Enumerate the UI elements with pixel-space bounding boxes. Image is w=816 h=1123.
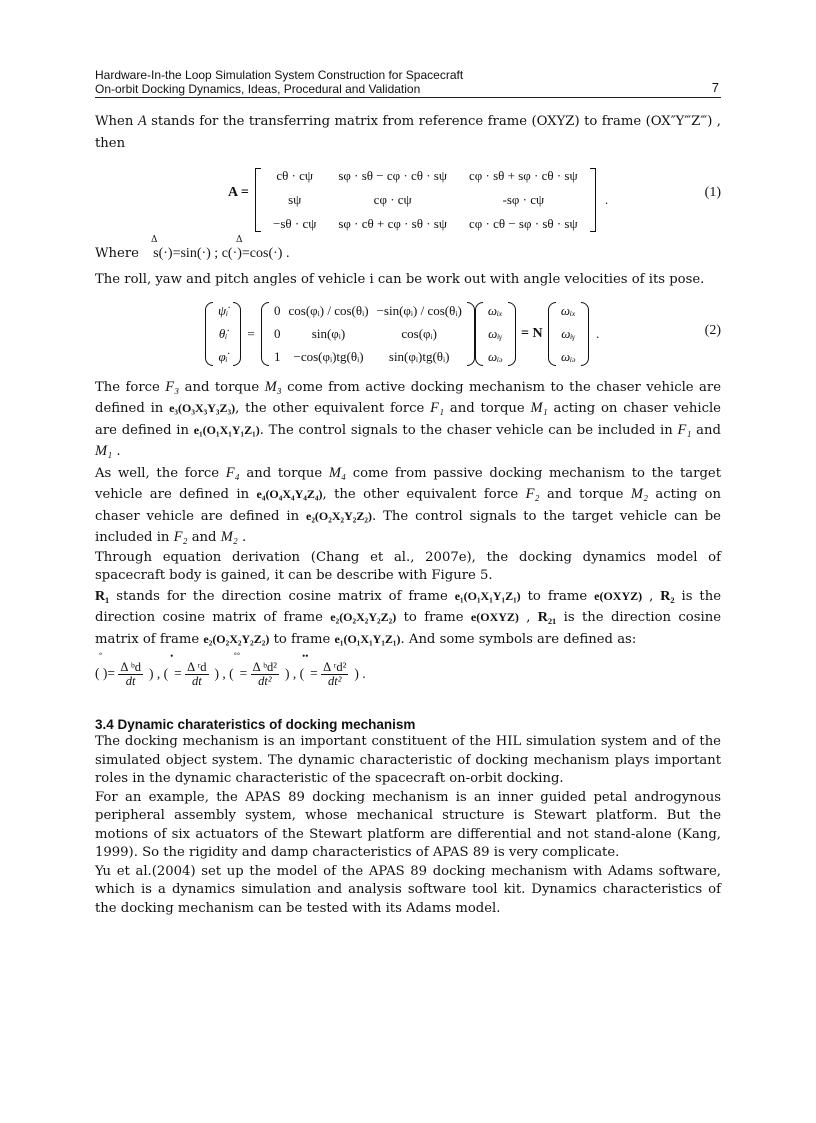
text: stands for the transferring matrix from reference frame (OXYZ) to frame (OX″Y‴Z‴) , then [95, 114, 721, 151]
fraction [118, 661, 143, 688]
section-heading: 3.4 Dynamic charateristics of docking mechanism [95, 717, 416, 732]
def-derivative-ref [170, 650, 208, 688]
matrix-N-entries [269, 299, 467, 370]
frame-e4: e₄(O₄X₄Y₄Z₄) [256, 487, 323, 501]
left-paren [205, 302, 213, 366]
paragraph-active-mechanism [95, 377, 721, 463]
symbol-F2: F₂ [525, 486, 540, 502]
frame-e3: e₃(O₃X₃Y₃Z₃) [169, 401, 236, 415]
page [95, 68, 721, 918]
matrix-cell: cθ · cψ [276, 168, 314, 183]
omega-z: ωᵢₔ [487, 349, 503, 364]
text: The force [95, 379, 166, 395]
numerator: Δ ᵇd [120, 659, 141, 674]
double-dot-symbol: •• [302, 650, 309, 661]
matrix-cell: sφ · cθ + cφ · sθ · sψ [338, 216, 447, 231]
text: and [187, 530, 221, 545]
matrix-cell: 0 [273, 326, 281, 341]
frame-e: e(OXYZ) [594, 588, 643, 603]
text: . And some symbols are defined as: [400, 631, 637, 647]
header-title-line2: On-orbit Docking Dynamics, Ideas, Procedural and Validation [95, 82, 421, 96]
text: As well, the force [95, 465, 226, 481]
denominator: dt² [258, 673, 272, 688]
delta-symbol: Δ [151, 235, 158, 245]
N-matrix-symbol: = N [521, 326, 543, 341]
symbol-M1: M₁ [95, 443, 113, 459]
text: to frame [396, 610, 471, 625]
denominator: dt [125, 673, 136, 688]
symbol-R21: R₂₁ [537, 610, 557, 625]
frame-e1: e₁(O₁X₁Y₁Z₁) [454, 588, 521, 603]
def-sin: s(·)=sin(·) ; [153, 246, 222, 261]
def-second-derivative-body [233, 650, 279, 688]
symbol-R1: R₁ [95, 588, 110, 604]
frame-e: e(OXYZ) [470, 610, 519, 624]
text: is the direction cosine matrix of frame [95, 588, 722, 625]
frame-e1: e₁(O₁X₁Y₁Z₁) [334, 631, 401, 646]
def-cos: c(·)=cos(·) . [221, 246, 290, 261]
running-header [95, 68, 721, 98]
right-paren [233, 302, 241, 366]
text: . [237, 530, 247, 545]
text: When [95, 114, 138, 129]
matrix-cell: 1 [273, 349, 281, 364]
text: and torque [444, 401, 531, 416]
text: , [518, 610, 538, 625]
text: and torque [179, 379, 265, 395]
left-paren [261, 302, 269, 366]
symbol-R2: R₂ [660, 588, 675, 604]
separator: ) , ( [214, 666, 234, 681]
omega-y: ωᵢᵧ [488, 326, 503, 341]
double-circle-symbol: °° [233, 650, 241, 660]
omega-z: ωᵢₔ [560, 349, 576, 364]
matrix-cell: −sθ · cψ [273, 216, 317, 231]
def-derivative-body [95, 650, 143, 688]
matrix-cell: cφ · sθ + sφ · cθ · sψ [469, 168, 578, 183]
omega-x: ωᵢₓ [487, 303, 503, 318]
header-title-line1: Hardware-In-the Loop Simulation System Construction for Spacecraft [95, 68, 464, 82]
text: , the other equivalent force [235, 401, 431, 416]
section-paragraph: The docking mechanism is an important constituent of the HIL simulation system and of the simulated object system. The dynamic characteristic of docking mechanism plays important roles in the dynamic characteristic of the spacecraft on-orbit docking. [95, 734, 721, 786]
frame-e2: e₂(O₂X₂Y₂Z₂) [306, 508, 372, 523]
delta-symbol: Δ [236, 235, 243, 245]
text: . The control signals to the chaser vehicle can be included in [259, 422, 678, 438]
where-label: Where [95, 246, 144, 261]
text: and torque [539, 487, 631, 502]
matrix-A [261, 163, 590, 237]
eq2-period: . [596, 326, 600, 341]
angle-rates-vector [213, 299, 233, 370]
matrix-cell: sφ · sθ − cφ · cθ · sψ [338, 168, 447, 183]
symbol-M2: M₂ [630, 486, 649, 502]
right-bracket [590, 168, 596, 232]
eq1-lhs: A = [228, 185, 249, 200]
matrix-cell: cos(φᵢ) / cos(θᵢ) [288, 303, 369, 318]
paragraph-transfer-matrix [95, 111, 721, 154]
page-number: 7 [711, 80, 719, 95]
symbol-M1: M₁ [530, 400, 548, 416]
right-paren [581, 302, 589, 366]
separator: ) , ( [285, 666, 305, 681]
matrix-cell: 0 [273, 303, 281, 318]
text: , [642, 588, 661, 604]
symbol-F1: F₁ [430, 400, 445, 416]
equation-number-1: (1) [704, 185, 721, 200]
denominator: dt² [327, 673, 342, 688]
phi-dot: φ̇ᵢ [218, 349, 228, 364]
fraction [185, 661, 208, 688]
text: is the direction cosine matrix of frame [95, 610, 722, 647]
dot-symbol: • [170, 650, 174, 661]
fraction [321, 661, 348, 688]
paragraph-direction-cosines [95, 586, 721, 651]
equals: = [174, 665, 182, 681]
numerator: Δ ʳd [187, 659, 207, 674]
eq1-period: . [604, 192, 609, 207]
matrix-cell: sin(φᵢ)tg(θᵢ) [388, 349, 450, 364]
text: acting on chaser vehicle are defined in [95, 487, 721, 524]
text: , the other equivalent force [322, 487, 526, 502]
section-paragraph: Yu et al.(2004) set up the model of the APAS 89 docking mechanism with Adams software, which is a dynamics simulation and analysis software tool kit. Dynamics characteristics of the docking mechanism can be tested with its Adams model. [95, 863, 721, 916]
matrix-cell: sψ [288, 192, 302, 207]
numerator: Δ ʳd² [323, 659, 347, 674]
derivative-definitions [95, 650, 721, 694]
symbol-M2: M₂ [220, 529, 238, 545]
numerator: Δ ᵇd² [252, 659, 278, 674]
where-definitions [95, 235, 721, 269]
omega-vector [483, 299, 508, 370]
matrix-cell: cos(φᵢ) [401, 326, 437, 341]
theta-dot: θ̇ᵢ [218, 326, 228, 341]
text: to frame [269, 631, 335, 647]
symbol-M4: M₄ [328, 464, 346, 481]
circle-symbol: ° [99, 650, 103, 660]
equation-number-2: (2) [704, 322, 721, 338]
equals: = [310, 665, 318, 681]
text: and [691, 422, 721, 438]
paragraph-passive-mechanism [95, 463, 721, 549]
paragraph-angles: The roll, yaw and pitch angles of vehicle i can be work out with angle velocities of its pose. [95, 272, 705, 287]
matrix-cell: -sφ · cψ [502, 192, 545, 207]
text: . [112, 444, 121, 459]
separator: ) , ( [148, 666, 169, 681]
left-paren [475, 302, 483, 366]
right-paren [508, 302, 516, 366]
frame-e1: e₁(O₁X₁Y₁Z₁) [193, 422, 260, 437]
symbol-M3: M₃ [264, 378, 282, 395]
symbol-F1: F₁ [677, 421, 692, 438]
def-second-derivative-ref [302, 650, 348, 688]
frame-e2: e₂(O₂X₂Y₂Z₂) [330, 610, 397, 624]
symbol-F4: F₄ [225, 464, 240, 481]
terminator: ) . [354, 666, 366, 681]
symbol-F2: F₂ [173, 529, 188, 545]
text: acting on chaser vehicle are defined in [95, 401, 721, 438]
equation-1 [95, 163, 721, 229]
equation-2 [95, 299, 721, 369]
matrix-cell: −sin(φᵢ) / cos(θᵢ) [376, 303, 462, 318]
text: come from passive docking mechanism to the target vehicle are defined in [95, 465, 721, 502]
omega-y: ωᵢᵧ [561, 326, 576, 341]
text: to frame [520, 588, 595, 604]
symbol-A: A [137, 113, 147, 129]
matrix-cell: cφ · cψ [373, 192, 412, 207]
paragraph-derivation: Through equation derivation (Chang et al., 2007e), the docking dynamics model of spacecraft body is gained, it can be describe with Figure 5. [95, 549, 721, 583]
matrix-cell: −cos(φᵢ)tg(θᵢ) [293, 349, 364, 364]
text: . The control signals to the target vehicle can be included in [95, 508, 721, 545]
equals: = [107, 665, 115, 681]
text: come from active docking mechanism to the chaser vehicle are defined in [95, 379, 722, 416]
psi-dot: ψ̇ᵢ [218, 303, 229, 318]
omega-vector-2 [556, 299, 581, 370]
section-paragraph: For an example, the APAS 89 docking mechanism is an inner guided petal androgynous peripheral assembly system, whose mechanical structure is Stewart platform. But the motions of six actuators of the Stewart platform are differential and not stand-alone (Kang, 1999). So the rigidity and damp characteristics of APAS 89 is very complicate. [95, 789, 721, 860]
omega-x: ωᵢₓ [560, 303, 576, 318]
equals: = [239, 665, 248, 681]
text: stands for the direction cosine matrix of frame [109, 588, 455, 604]
matrix-cell: sin(φᵢ) [311, 326, 346, 341]
text: and torque [239, 465, 329, 481]
left-paren [548, 302, 556, 366]
fraction [251, 661, 279, 688]
paren: ( ) [95, 665, 108, 681]
matrix-cell: cφ · cθ − sφ · sθ · sψ [469, 216, 578, 231]
equals: = [247, 326, 255, 341]
right-paren [467, 302, 475, 366]
frame-e2: e₂(O₂X₂Y₂Z₂) [203, 631, 270, 646]
denominator: dt [191, 673, 202, 688]
symbol-F3: F₃ [165, 378, 180, 395]
